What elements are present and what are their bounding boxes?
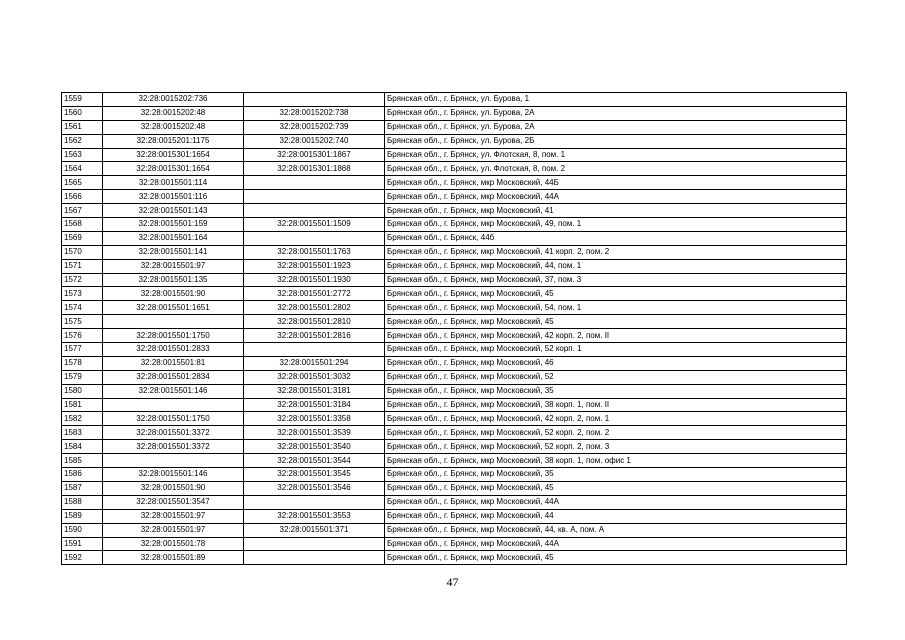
row-number-cell: 1568 — [62, 218, 103, 232]
address-cell: Брянская обл., г. Брянск, мкр Московский, 52 корп. 2, пом. 3 — [385, 440, 847, 454]
premises-cadastral-number-cell: 32:28:0015301:1868 — [244, 162, 385, 176]
address-cell: Брянская обл., г. Брянск, мкр Московский, 44Б — [385, 176, 847, 190]
address-cell: Брянская обл., г. Брянск, мкр Московский, 41 — [385, 204, 847, 218]
address-cell: Брянская обл., г. Брянск, мкр Московский, 52 — [385, 370, 847, 384]
table-row — [62, 537, 847, 551]
premises-cadastral-number-cell — [244, 190, 385, 204]
address-cell: Брянская обл., г. Брянск, мкр Московский, 49, пом. 1 — [385, 218, 847, 232]
premises-cadastral-number-cell: 32:28:0015501:3184 — [244, 398, 385, 412]
table-row — [62, 551, 847, 565]
premises-cadastral-number-cell: 32:28:0015501:3032 — [244, 370, 385, 384]
table-row — [62, 315, 847, 329]
parcel-cadastral-number-cell: 32:28:0015202:48 — [103, 120, 244, 134]
address-cell: Брянская обл., г. Брянск, мкр Московский, 44, кв. А, пом. А — [385, 523, 847, 537]
table-row — [62, 120, 847, 134]
premises-cadastral-number-cell — [244, 231, 385, 245]
address-cell: Брянская обл., г. Брянск, мкр Московский, 44 — [385, 509, 847, 523]
premises-cadastral-number-cell: 32:28:0015501:1930 — [244, 273, 385, 287]
premises-cadastral-number-cell: 32:28:0015501:1509 — [244, 218, 385, 232]
address-cell: Брянская обл., г. Брянск, мкр Московский, 42 корп. 2, пом. 1 — [385, 412, 847, 426]
parcel-cadastral-number-cell: 32:28:0015501:3547 — [103, 495, 244, 509]
table-row — [62, 273, 847, 287]
address-cell: Брянская обл., г. Брянск, мкр Московский, 45 — [385, 551, 847, 565]
table-row — [62, 426, 847, 440]
row-number-cell: 1571 — [62, 259, 103, 273]
row-number-cell: 1579 — [62, 370, 103, 384]
parcel-cadastral-number-cell: 32:28:0015301:1654 — [103, 148, 244, 162]
premises-cadastral-number-cell — [244, 551, 385, 565]
table-row — [62, 93, 847, 107]
address-cell: Брянская обл., г. Брянск, ул. Флотская, 8, пом. 2 — [385, 162, 847, 176]
table-row — [62, 301, 847, 315]
parcel-cadastral-number-cell: 32:28:0015501:78 — [103, 537, 244, 551]
premises-cadastral-number-cell: 32:28:0015501:1763 — [244, 245, 385, 259]
table-row — [62, 329, 847, 343]
table-row — [62, 356, 847, 370]
address-cell: Брянская обл., г. Брянск, мкр Московский, 52 корп. 1 — [385, 343, 847, 357]
parcel-cadastral-number-cell: 32:28:0015501:97 — [103, 509, 244, 523]
premises-cadastral-number-cell — [244, 204, 385, 218]
row-number-cell: 1570 — [62, 245, 103, 259]
address-cell: Брянская обл., г. Брянск, ул. Бурова, 1 — [385, 93, 847, 107]
parcel-cadastral-number-cell — [103, 398, 244, 412]
parcel-cadastral-number-cell: 32:28:0015501:90 — [103, 481, 244, 495]
registry-table-body — [62, 93, 847, 565]
row-number-cell: 1587 — [62, 481, 103, 495]
table-row — [62, 134, 847, 148]
address-cell: Брянская обл., г. Брянск, 44б — [385, 231, 847, 245]
address-cell: Брянская обл., г. Брянск, мкр Московский, 38 корп. 1, пом. офис 1 — [385, 454, 847, 468]
parcel-cadastral-number-cell: 32:28:0015501:90 — [103, 287, 244, 301]
premises-cadastral-number-cell: 32:28:0015501:371 — [244, 523, 385, 537]
premises-cadastral-number-cell: 32:28:0015501:1923 — [244, 259, 385, 273]
premises-cadastral-number-cell: 32:28:0015202:740 — [244, 134, 385, 148]
address-cell: Брянская обл., г. Брянск, ул. Бурова, 2А — [385, 120, 847, 134]
parcel-cadastral-number-cell: 32:28:0015501:116 — [103, 190, 244, 204]
parcel-cadastral-number-cell — [103, 454, 244, 468]
parcel-cadastral-number-cell — [103, 315, 244, 329]
parcel-cadastral-number-cell: 32:28:0015501:164 — [103, 231, 244, 245]
address-cell: Брянская обл., г. Брянск, мкр Московский, 45 — [385, 315, 847, 329]
row-number-cell: 1574 — [62, 301, 103, 315]
table-row — [62, 468, 847, 482]
parcel-cadastral-number-cell: 32:28:0015501:1750 — [103, 329, 244, 343]
address-cell: Брянская обл., г. Брянск, ул. Флотская, 8, пом. 1 — [385, 148, 847, 162]
address-cell: Брянская обл., г. Брянск, мкр Московский, 54, пом. 1 — [385, 301, 847, 315]
parcel-cadastral-number-cell: 32:28:0015501:135 — [103, 273, 244, 287]
premises-cadastral-number-cell: 32:28:0015501:294 — [244, 356, 385, 370]
parcel-cadastral-number-cell: 32:28:0015501:114 — [103, 176, 244, 190]
row-number-cell: 1575 — [62, 315, 103, 329]
premises-cadastral-number-cell: 32:28:0015301:1867 — [244, 148, 385, 162]
table-row — [62, 259, 847, 273]
table-row — [62, 509, 847, 523]
property-registry-table — [61, 92, 847, 565]
address-cell: Брянская обл., г. Брянск, ул. Бурова, 2А — [385, 106, 847, 120]
parcel-cadastral-number-cell: 32:28:0015501:143 — [103, 204, 244, 218]
table-row — [62, 370, 847, 384]
row-number-cell: 1580 — [62, 384, 103, 398]
row-number-cell: 1583 — [62, 426, 103, 440]
address-cell: Брянская обл., г. Брянск, мкр Московский, 45 — [385, 481, 847, 495]
parcel-cadastral-number-cell: 32:28:0015501:159 — [103, 218, 244, 232]
table-row — [62, 162, 847, 176]
table-row — [62, 398, 847, 412]
premises-cadastral-number-cell: 32:28:0015501:2816 — [244, 329, 385, 343]
row-number-cell: 1577 — [62, 343, 103, 357]
table-row — [62, 523, 847, 537]
row-number-cell: 1560 — [62, 106, 103, 120]
address-cell: Брянская обл., г. Брянск, ул. Бурова, 2Б — [385, 134, 847, 148]
parcel-cadastral-number-cell: 32:28:0015501:2833 — [103, 343, 244, 357]
premises-cadastral-number-cell: 32:28:0015501:3545 — [244, 468, 385, 482]
table-row — [62, 106, 847, 120]
address-cell: Брянская обл., г. Брянск, мкр Московский, 52 корп. 2, пом. 2 — [385, 426, 847, 440]
row-number-cell: 1578 — [62, 356, 103, 370]
premises-cadastral-number-cell — [244, 343, 385, 357]
premises-cadastral-number-cell — [244, 537, 385, 551]
premises-cadastral-number-cell — [244, 495, 385, 509]
page-number: 47 — [446, 575, 459, 589]
address-cell: Брянская обл., г. Брянск, мкр Московский, 42 корп. 2, пом. II — [385, 329, 847, 343]
row-number-cell: 1559 — [62, 93, 103, 107]
premises-cadastral-number-cell: 32:28:0015501:3540 — [244, 440, 385, 454]
address-cell: Брянская обл., г. Брянск, мкр Московский, 44А — [385, 190, 847, 204]
parcel-cadastral-number-cell: 32:28:0015501:2834 — [103, 370, 244, 384]
parcel-cadastral-number-cell: 32:28:0015501:146 — [103, 384, 244, 398]
premises-cadastral-number-cell: 32:28:0015501:3553 — [244, 509, 385, 523]
parcel-cadastral-number-cell: 32:28:0015301:1654 — [103, 162, 244, 176]
address-cell: Брянская обл., г. Брянск, мкр Московский, 35 — [385, 384, 847, 398]
table-row — [62, 343, 847, 357]
parcel-cadastral-number-cell: 32:28:0015501:1750 — [103, 412, 244, 426]
premises-cadastral-number-cell: 32:28:0015501:3358 — [244, 412, 385, 426]
table-row — [62, 287, 847, 301]
row-number-cell: 1588 — [62, 495, 103, 509]
table-row — [62, 495, 847, 509]
address-cell: Брянская обл., г. Брянск, мкр Московский, 38 корп. 1, пом. II — [385, 398, 847, 412]
parcel-cadastral-number-cell: 32:28:0015501:146 — [103, 468, 244, 482]
table-row — [62, 245, 847, 259]
table-row — [62, 440, 847, 454]
address-cell: Брянская обл., г. Брянск, мкр Московский, 35 — [385, 468, 847, 482]
premises-cadastral-number-cell: 32:28:0015501:2772 — [244, 287, 385, 301]
row-number-cell: 1576 — [62, 329, 103, 343]
address-cell: Брянская обл., г. Брянск, мкр Московский, 44А — [385, 537, 847, 551]
row-number-cell: 1581 — [62, 398, 103, 412]
premises-cadastral-number-cell: 32:28:0015501:3539 — [244, 426, 385, 440]
premises-cadastral-number-cell: 32:28:0015202:739 — [244, 120, 385, 134]
table-row — [62, 412, 847, 426]
row-number-cell: 1562 — [62, 134, 103, 148]
premises-cadastral-number-cell — [244, 93, 385, 107]
address-cell: Брянская обл., г. Брянск, мкр Московский, 44, пом. 1 — [385, 259, 847, 273]
parcel-cadastral-number-cell: 32:28:0015501:97 — [103, 259, 244, 273]
premises-cadastral-number-cell: 32:28:0015501:2802 — [244, 301, 385, 315]
table-row — [62, 231, 847, 245]
table-row — [62, 204, 847, 218]
premises-cadastral-number-cell: 32:28:0015501:3544 — [244, 454, 385, 468]
row-number-cell: 1585 — [62, 454, 103, 468]
parcel-cadastral-number-cell: 32:28:0015501:3372 — [103, 440, 244, 454]
address-cell: Брянская обл., г. Брянск, мкр Московский, 46 — [385, 356, 847, 370]
parcel-cadastral-number-cell: 32:28:0015501:3372 — [103, 426, 244, 440]
row-number-cell: 1591 — [62, 537, 103, 551]
parcel-cadastral-number-cell: 32:28:0015501:97 — [103, 523, 244, 537]
premises-cadastral-number-cell: 32:28:0015501:2810 — [244, 315, 385, 329]
parcel-cadastral-number-cell: 32:28:0015501:1651 — [103, 301, 244, 315]
row-number-cell: 1563 — [62, 148, 103, 162]
premises-cadastral-number-cell — [244, 176, 385, 190]
premises-cadastral-number-cell: 32:28:0015501:3181 — [244, 384, 385, 398]
row-number-cell: 1584 — [62, 440, 103, 454]
table-row — [62, 148, 847, 162]
parcel-cadastral-number-cell: 32:28:0015201:1175 — [103, 134, 244, 148]
row-number-cell: 1590 — [62, 523, 103, 537]
table-row — [62, 218, 847, 232]
row-number-cell: 1589 — [62, 509, 103, 523]
row-number-cell: 1573 — [62, 287, 103, 301]
row-number-cell: 1566 — [62, 190, 103, 204]
table-row — [62, 176, 847, 190]
row-number-cell: 1569 — [62, 231, 103, 245]
address-cell: Брянская обл., г. Брянск, мкр Московский, 37, пом. 3 — [385, 273, 847, 287]
row-number-cell: 1592 — [62, 551, 103, 565]
row-number-cell: 1586 — [62, 468, 103, 482]
premises-cadastral-number-cell: 32:28:0015501:3546 — [244, 481, 385, 495]
row-number-cell: 1564 — [62, 162, 103, 176]
table-row — [62, 481, 847, 495]
row-number-cell: 1567 — [62, 204, 103, 218]
address-cell: Брянская обл., г. Брянск, мкр Московский, 41 корп. 2, пом. 2 — [385, 245, 847, 259]
table-row — [62, 454, 847, 468]
address-cell: Брянская обл., г. Брянск, мкр Московский, 44А — [385, 495, 847, 509]
table-row — [62, 190, 847, 204]
parcel-cadastral-number-cell: 32:28:0015202:48 — [103, 106, 244, 120]
address-cell: Брянская обл., г. Брянск, мкр Московский, 45 — [385, 287, 847, 301]
premises-cadastral-number-cell: 32:28:0015202:738 — [244, 106, 385, 120]
row-number-cell: 1561 — [62, 120, 103, 134]
parcel-cadastral-number-cell: 32:28:0015202:736 — [103, 93, 244, 107]
parcel-cadastral-number-cell: 32:28:0015501:89 — [103, 551, 244, 565]
row-number-cell: 1582 — [62, 412, 103, 426]
row-number-cell: 1572 — [62, 273, 103, 287]
row-number-cell: 1565 — [62, 176, 103, 190]
table-row — [62, 384, 847, 398]
parcel-cadastral-number-cell: 32:28:0015501:81 — [103, 356, 244, 370]
parcel-cadastral-number-cell: 32:28:0015501:141 — [103, 245, 244, 259]
